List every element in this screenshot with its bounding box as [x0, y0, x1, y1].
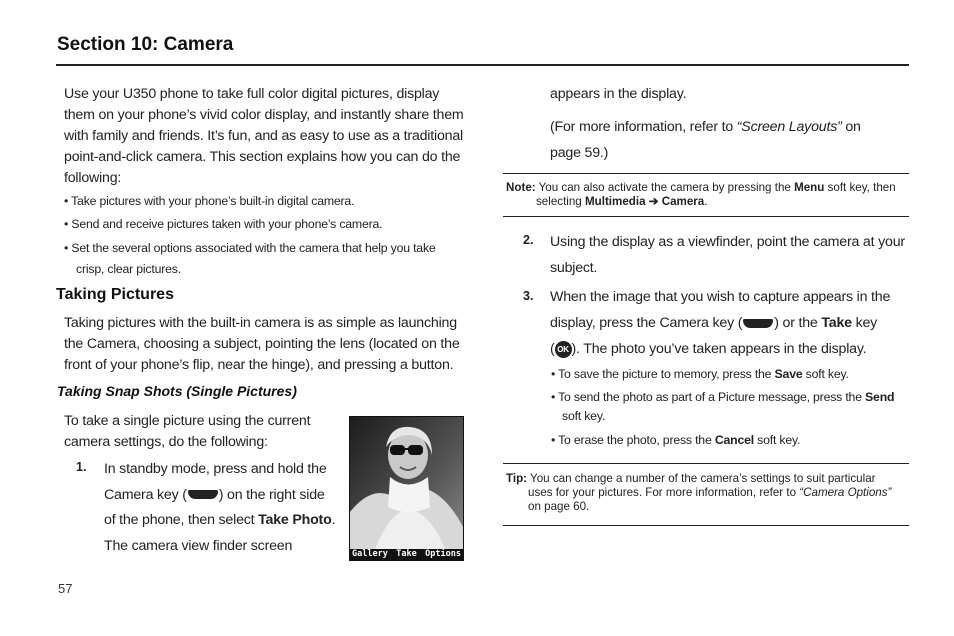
note-box	[503, 173, 909, 217]
ok-key-icon: OK	[555, 341, 572, 358]
softkey-left-label: Gallery	[352, 549, 388, 559]
softkey-right-label: Options	[425, 549, 461, 559]
sub-bullet: • To send the photo as part of a Picture message, press the Send soft key.	[551, 390, 895, 423]
camera-key-icon	[743, 319, 773, 328]
sub-bullet: • To erase the photo, press the Cancel soft key.	[551, 433, 801, 447]
snap-intro: To take a single picture using the current camera settings, do the following:	[64, 413, 311, 450]
tip-line: on page 60.	[528, 500, 590, 513]
step3-text: When the image that you wish to capture appears in the display, press the Camera key ( ) or the Take key ( OK ). The photo you’ve taken appears in the display.	[550, 289, 891, 357]
softkey-center-label: Take	[396, 549, 417, 559]
title-divider	[56, 64, 909, 66]
intro-paragraph: Use your U350 phone to take full color digital pictures, display them on your phone’s vivid color display, and instantly share them with family and friends. It’s fun, and as easy to use as a traditional point-and-click camera. This section explains how you can do the following:	[64, 86, 464, 186]
step1-text	[104, 457, 344, 559]
bullet-item: • Take pictures with your phone’s built-in digital camera.	[64, 194, 355, 208]
note-line: Note: You can also activate the camera by pressing the Menu soft key, then	[506, 181, 896, 194]
step1-line: In standby mode, press and hold the	[104, 461, 327, 477]
note-label: Note:	[506, 181, 536, 194]
tip-line: Tip: You can change a number of the camera’s settings to suit particular	[506, 472, 876, 485]
step2-text: Using the display as a viewfinder, point the camera at your subject.	[550, 234, 905, 276]
tip-box	[503, 463, 909, 526]
page-number: 57	[58, 581, 73, 596]
section-subheading: Taking Pictures	[56, 286, 174, 303]
soft-key-bar	[350, 549, 463, 560]
step1-line: Camera key ( ) on the right side	[104, 486, 325, 503]
step1-line: The camera view finder screen	[104, 537, 293, 554]
bullet-text: Send and receive pictures taken with your phone’s camera.	[71, 217, 383, 231]
camera-viewfinder-image	[349, 416, 464, 561]
sub-bullet: • To save the picture to memory, press the Save soft key.	[551, 367, 849, 381]
bullet-item: • Send and receive pictures taken with your phone’s camera.	[64, 217, 383, 231]
camera-key-icon	[188, 490, 218, 499]
step-number: 2.	[523, 233, 534, 247]
step-number: 1.	[76, 460, 87, 474]
bullet-item: • Set the several options associated with the camera that help you take crisp, clear pictures.	[64, 241, 436, 276]
tip-line: uses for your pictures. For more information, refer to “Camera Options”	[528, 486, 892, 499]
step1-line: of the phone, then select Take Photo.	[104, 512, 336, 528]
tip-label: Tip:	[506, 472, 528, 485]
viewfinder-photo	[350, 417, 463, 549]
continued-text: appears in the display.	[550, 86, 687, 102]
note-line: selecting Multimedia ➔ Camera.	[536, 195, 708, 208]
taking-pictures-paragraph: Taking pictures with the built-in camera is as simple as launching the Camera, choosing a subject, pointing the lens (located on the front of your phone’s flip, near the hinge), and pressing a button.	[64, 315, 460, 373]
bullet-text: Set the several options associated with the camera that help you take crisp, clear pictures.	[71, 241, 436, 276]
reference-paragraph: (For more information, refer to “Screen Layouts” on page 59.)	[550, 119, 861, 161]
subsection-heading: Taking Snap Shots (Single Pictures)	[57, 383, 297, 399]
page-title: Section 10: Camera	[57, 34, 234, 55]
step-number: 3.	[523, 289, 534, 303]
bullet-text: Take pictures with your phone’s built-in digital camera.	[71, 194, 355, 208]
